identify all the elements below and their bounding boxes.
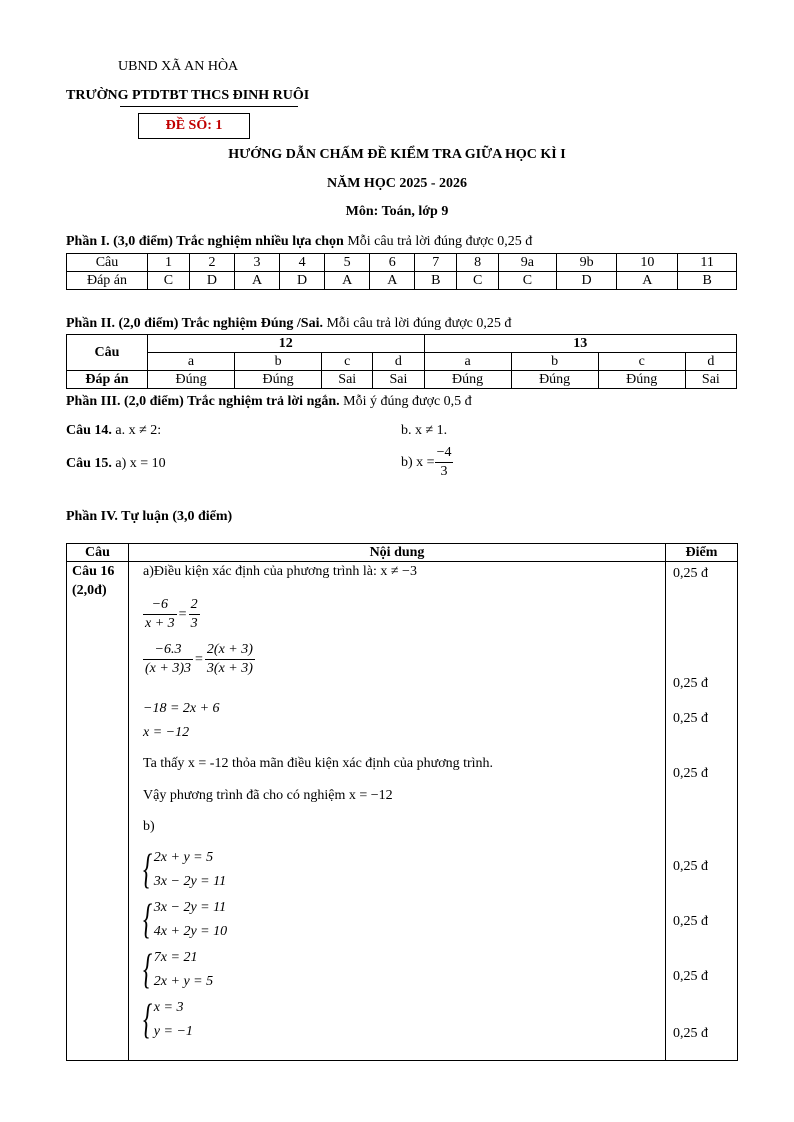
part2-sub-cell: a [148, 353, 235, 371]
part2-sub-cell: d [685, 353, 736, 371]
eq2-frac-right [205, 641, 255, 678]
part2-a-cell: Đúng [424, 371, 511, 389]
sys4-row: x = 3 [153, 1000, 184, 1015]
part2-a-cell: Đúng [511, 371, 598, 389]
part3-heading: Phần III. (2,0 điểm) Trắc nghiệm trả lời ngắn. [66, 394, 340, 409]
sys4-row: y = −1 [153, 1024, 193, 1039]
q16-eq2 [143, 641, 255, 678]
part1-answer-table [66, 253, 737, 290]
exam-code-box: ĐỀ SỐ: 1 [138, 113, 250, 139]
eq1-equals: = [178, 606, 187, 622]
q16-condition: a)Điều kiện xác định của phương trình là: x ≠ −3 [143, 564, 417, 579]
eq1-num-left: −6 [143, 596, 177, 615]
part1-q-cell: 3 [234, 254, 279, 272]
part2-note: Mỗi câu trả lời đúng được 0,25 đ [322, 316, 512, 331]
score-cell: 0,25 đ [673, 766, 708, 781]
part1-note: Mỗi câu trả lời đúng được 0,25 đ [343, 234, 533, 249]
eq2-den-right: 3(x + 3) [206, 661, 253, 676]
q15-label: Câu 15. [66, 456, 112, 471]
q15-b-prefix: b) x = [401, 454, 435, 470]
eq2-num-left: −6.3 [143, 641, 193, 660]
part1-q-cell: 9b [556, 254, 617, 272]
part1-a-label: Đáp án [67, 272, 148, 290]
score-cell: 0,25 đ [673, 969, 708, 984]
brace-icon: { [143, 847, 153, 893]
part1-a-cell: A [370, 272, 415, 290]
part1-a-cell: C [499, 272, 557, 290]
part2-sub-cell: b [235, 353, 322, 371]
part2-sub-row [67, 353, 737, 371]
part1-a-cell: D [556, 272, 617, 290]
part1-q-cell: 2 [189, 254, 234, 272]
system-1 [143, 846, 226, 894]
part1-q-cell: 10 [617, 254, 678, 272]
part1-a-cell: A [234, 272, 279, 290]
part2-a-cell: Đúng [598, 371, 685, 389]
score-cell: 0,25 đ [673, 1026, 708, 1041]
part1-heading: Phần I. (3,0 điểm) Trắc nghiệm nhiều lựa chọn [66, 234, 344, 249]
part2-heading-line [66, 316, 511, 332]
part3-heading-line [66, 394, 472, 410]
q15-b-den: 3 [440, 464, 448, 479]
q15-line [66, 456, 166, 472]
eq2-den-left: (x + 3)3 [145, 661, 191, 676]
part1-a-cell: A [617, 272, 678, 290]
part2-sub-cell: c [598, 353, 685, 371]
q14-label: Câu 14. [66, 423, 112, 438]
part2-q12: 12 [148, 335, 425, 353]
part3-note: Mỗi ý đúng được 0,5 đ [339, 394, 472, 409]
q15-b-num: −4 [435, 444, 454, 463]
system-3 [143, 946, 213, 994]
q16-points: (2,0đ) [72, 583, 107, 598]
part1-a-cell: A [325, 272, 370, 290]
score-cell: 0,25 đ [673, 711, 708, 726]
system-4 [143, 996, 193, 1044]
sys1-row: 3x − 2y = 11 [153, 874, 227, 889]
q15-b-fraction [435, 444, 454, 481]
q14-line [66, 423, 161, 439]
part2-a-cell: Đúng [148, 371, 235, 389]
part2-q13: 13 [424, 335, 736, 353]
part4-heading: Phần IV. Tự luận (3,0 điểm) [66, 509, 233, 524]
part2-a-label: Đáp án [67, 371, 148, 389]
part4-col-divider [665, 544, 666, 1060]
eq1-num-right: 2 [189, 596, 200, 615]
part1-a-cell: B [415, 272, 457, 290]
part2-a-cell: Sai [322, 371, 373, 389]
part4-col-divider [128, 544, 129, 1060]
part1-a-cell: D [280, 272, 325, 290]
school-year: NĂM HỌC 2025 - 2026 [327, 176, 467, 191]
part2-sub-cell: d [373, 353, 424, 371]
part1-question-row [67, 254, 737, 272]
score-cell: 0,25 đ [673, 676, 708, 691]
part1-q-label: Câu [67, 254, 148, 272]
eq1-frac-left [143, 596, 177, 633]
score-cell: 0,25 đ [673, 914, 708, 929]
part4-col-content: Nội dung [369, 545, 425, 560]
q15-b [401, 444, 453, 481]
part1-a-cell: C [457, 272, 499, 290]
part1-q-cell: 7 [415, 254, 457, 272]
sys1-row: 2x + y = 5 [153, 850, 214, 865]
eq2-num-right: 2(x + 3) [205, 641, 255, 660]
sys3-row: 2x + y = 5 [153, 974, 214, 989]
part2-a-cell: Sai [685, 371, 736, 389]
subject-line: Môn: Toán, lớp 9 [345, 204, 449, 219]
sys2-row: 3x − 2y = 11 [153, 900, 227, 915]
part2-answer-row [67, 371, 737, 389]
part1-q-cell: 6 [370, 254, 415, 272]
school-underline [120, 106, 298, 107]
score-cell: 0,25 đ [673, 859, 708, 874]
part1-q-cell: 1 [148, 254, 190, 272]
ubnd-label: UBND XÃ AN HÒA [118, 59, 239, 74]
eq1-frac-right [189, 596, 200, 633]
school-name: TRƯỜNG PTDTBT THCS ĐINH RUÔI [66, 88, 310, 103]
q16-eq1 [143, 596, 200, 633]
sys2-row: 4x + 2y = 10 [153, 924, 228, 939]
part1-q-cell: 9a [499, 254, 557, 272]
q16-conclude: Vậy phương trình đã cho có nghiệm x = −12 [143, 788, 393, 803]
part1-q-cell: 11 [678, 254, 737, 272]
part1-q-cell: 5 [325, 254, 370, 272]
q16-check: Ta thấy x = -12 thỏa mãn điều kiện xác định của phương trình. [143, 756, 494, 771]
part1-q-cell: 8 [457, 254, 499, 272]
q16-eq4: x = −12 [143, 725, 190, 740]
system-2 [143, 896, 227, 944]
doc-title: HƯỚNG DẪN CHẤM ĐỀ KIỂM TRA GIỮA HỌC KÌ I [228, 147, 566, 162]
score-cell: 0,25 đ [673, 566, 708, 581]
q15-a: a) x = 10 [111, 456, 166, 471]
part4-col-cau: Câu [85, 545, 110, 560]
part2-q-label: Câu [67, 335, 148, 371]
part2-a-cell: Đúng [235, 371, 322, 389]
part1-answer-row [67, 272, 737, 290]
eq1-den-right: 3 [190, 616, 198, 631]
brace-icon: { [143, 947, 153, 993]
eq2-frac-left [143, 641, 193, 678]
q14-b: b. x ≠ 1. [401, 423, 448, 438]
part1-a-cell: B [678, 272, 737, 290]
part1-q-cell: 4 [280, 254, 325, 272]
part1-a-cell: D [189, 272, 234, 290]
brace-icon: { [143, 897, 153, 943]
part2-sub-cell: b [511, 353, 598, 371]
part1-heading-line [66, 234, 532, 250]
part2-sub-cell: c [322, 353, 373, 371]
part2-a-cell: Sai [373, 371, 424, 389]
eq1-den-left: x + 3 [145, 616, 175, 631]
part1-a-cell: C [148, 272, 190, 290]
sys3-row: 7x = 21 [153, 950, 198, 965]
eq2-equals: = [195, 651, 203, 667]
part2-answer-table [66, 334, 737, 389]
q16-label: Câu 16 [72, 564, 115, 579]
q16-eq3: −18 = 2x + 6 [143, 701, 220, 716]
q14-a: a. x ≠ 2: [111, 423, 162, 438]
q16-part-b: b) [143, 819, 155, 834]
part2-heading: Phần II. (2,0 điểm) Trắc nghiệm Đúng /Sai. [66, 316, 323, 331]
part2-header-row [67, 335, 737, 353]
brace-icon: { [143, 997, 153, 1043]
part4-col-score: Điểm [685, 545, 718, 560]
part2-sub-cell: a [424, 353, 511, 371]
